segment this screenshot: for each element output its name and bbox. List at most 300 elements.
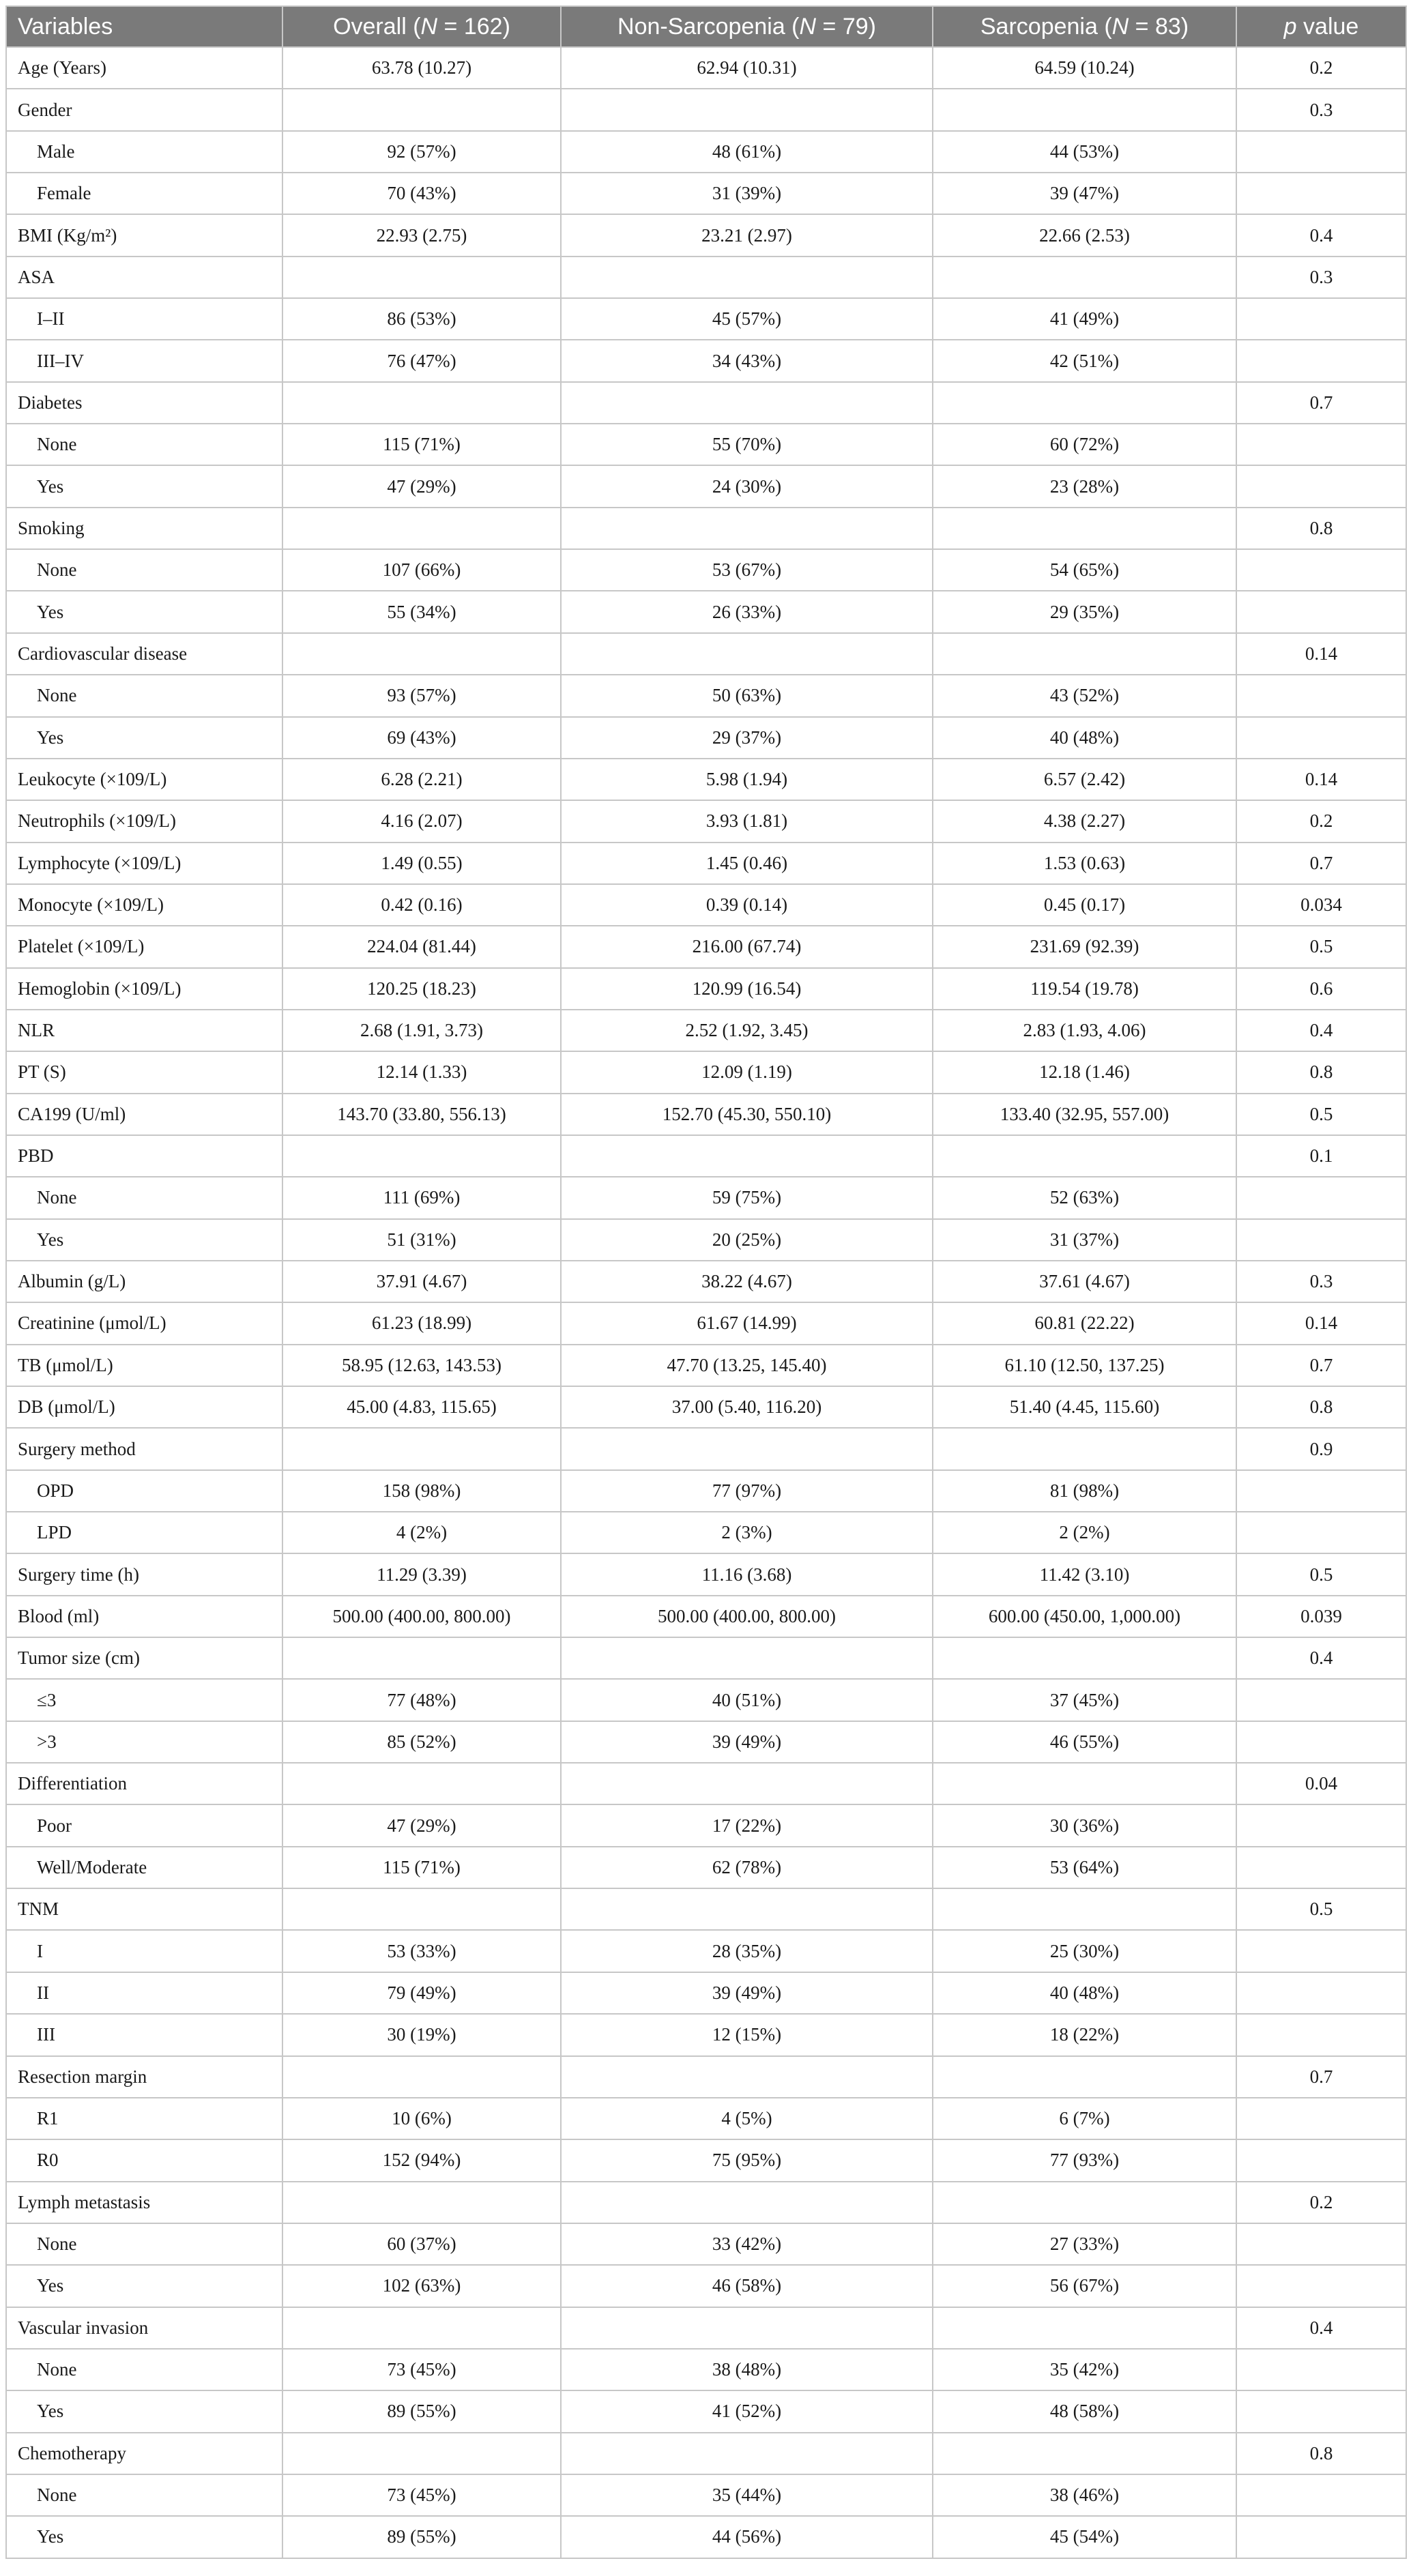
overall-value-cell: 37.91 (4.67)	[282, 1261, 561, 1302]
sarcopenia-value-cell: 31 (37%)	[933, 1219, 1236, 1261]
p-value-cell	[1236, 1972, 1406, 2014]
overall-value-cell: 12.14 (1.33)	[282, 1051, 561, 1093]
overall-value-cell	[282, 1888, 561, 1930]
variable-label-cell: PBD	[6, 1135, 282, 1177]
p-value-cell	[1236, 2014, 1406, 2055]
table-row-subcategory	[6, 1972, 1406, 2014]
table-row-subcategory	[6, 1847, 1406, 1888]
variable-label-cell: Resection margin	[6, 2056, 282, 2098]
p-value-cell	[1236, 465, 1406, 507]
variable-label-cell: Female	[6, 173, 282, 214]
table-row-subcategory	[6, 2265, 1406, 2307]
table-row-subcategory	[6, 424, 1406, 465]
table-row-subcategory	[6, 549, 1406, 591]
variable-label-cell: >3	[6, 1721, 282, 1763]
table-row-subcategory	[6, 1177, 1406, 1218]
variable-label-cell: Albumin (g/L)	[6, 1261, 282, 1302]
p-value-cell: 0.7	[1236, 382, 1406, 424]
overall-value-cell: 224.04 (81.44)	[282, 926, 561, 967]
sarcopenia-value-cell: 37.61 (4.67)	[933, 1261, 1236, 1302]
overall-value-cell: 69 (43%)	[282, 717, 561, 759]
table-row	[6, 926, 1406, 967]
variable-label-cell: Yes	[6, 2390, 282, 2432]
sarcopenia-value-cell: 44 (53%)	[933, 131, 1236, 173]
p-value-cell	[1236, 1177, 1406, 1218]
overall-value-cell: 107 (66%)	[282, 549, 561, 591]
sarcopenia-value-cell: 60.81 (22.22)	[933, 1302, 1236, 1344]
p-value-cell: 0.4	[1236, 1637, 1406, 1679]
p-value-cell: 0.5	[1236, 1094, 1406, 1135]
non-sarcopenia-value-cell	[561, 1888, 933, 1930]
table-row	[6, 1135, 1406, 1177]
p-value-cell	[1236, 1721, 1406, 1763]
p-value-cell: 0.2	[1236, 800, 1406, 842]
table-row-subcategory	[6, 131, 1406, 173]
overall-value-cell: 152 (94%)	[282, 2139, 561, 2181]
table-row	[6, 89, 1406, 130]
p-value-cell: 0.3	[1236, 89, 1406, 130]
sarcopenia-value-cell: 4.38 (2.27)	[933, 800, 1236, 842]
variable-label-cell: Yes	[6, 717, 282, 759]
overall-value-cell: 115 (71%)	[282, 424, 561, 465]
variable-label-cell: BMI (Kg/m²)	[6, 214, 282, 256]
p-value-cell	[1236, 2474, 1406, 2516]
variable-label-cell: Diabetes	[6, 382, 282, 424]
overall-value-cell: 45.00 (4.83, 115.65)	[282, 1386, 561, 1428]
p-value-cell	[1236, 1219, 1406, 1261]
sarcopenia-value-cell	[933, 1135, 1236, 1177]
sarcopenia-value-cell: 2 (2%)	[933, 1512, 1236, 1553]
overall-value-cell	[282, 2307, 561, 2349]
header-p-value: p value	[1236, 6, 1406, 47]
table-row-subcategory	[6, 1804, 1406, 1846]
variable-label-cell: None	[6, 1177, 282, 1218]
table-row	[6, 884, 1406, 926]
overall-value-cell: 47 (29%)	[282, 465, 561, 507]
variable-label-cell: Cardiovascular disease	[6, 633, 282, 675]
sarcopenia-value-cell: 60 (72%)	[933, 424, 1236, 465]
p-value-cell: 0.6	[1236, 968, 1406, 1010]
non-sarcopenia-value-cell: 12.09 (1.19)	[561, 1051, 933, 1093]
p-value-cell: 0.034	[1236, 884, 1406, 926]
overall-value-cell: 63.78 (10.27)	[282, 47, 561, 89]
overall-value-cell: 77 (48%)	[282, 1679, 561, 1721]
non-sarcopenia-value-cell: 37.00 (5.40, 116.20)	[561, 1386, 933, 1428]
non-sarcopenia-value-cell: 77 (97%)	[561, 1470, 933, 1512]
variable-label-cell: CA199 (U/ml)	[6, 1094, 282, 1135]
non-sarcopenia-value-cell: 5.98 (1.94)	[561, 759, 933, 800]
p-value-cell: 0.3	[1236, 1261, 1406, 1302]
variable-label-cell: Yes	[6, 1219, 282, 1261]
overall-value-cell: 85 (52%)	[282, 1721, 561, 1763]
table-row	[6, 47, 1406, 89]
variable-label-cell: R1	[6, 2098, 282, 2139]
table-row-subcategory	[6, 2349, 1406, 2390]
p-value-cell	[1236, 131, 1406, 173]
sarcopenia-value-cell	[933, 1428, 1236, 1469]
non-sarcopenia-value-cell: 35 (44%)	[561, 2474, 933, 2516]
sarcopenia-value-cell: 6.57 (2.42)	[933, 759, 1236, 800]
non-sarcopenia-value-cell: 48 (61%)	[561, 131, 933, 173]
p-value-cell	[1236, 1679, 1406, 1721]
p-value-cell	[1236, 2390, 1406, 2432]
sarcopenia-value-cell: 1.53 (0.63)	[933, 843, 1236, 884]
table-row	[6, 214, 1406, 256]
overall-value-cell: 51 (31%)	[282, 1219, 561, 1261]
table-row	[6, 382, 1406, 424]
non-sarcopenia-value-cell: 41 (52%)	[561, 2390, 933, 2432]
p-value-cell	[1236, 298, 1406, 340]
sarcopenia-value-cell	[933, 1637, 1236, 1679]
table-body	[6, 47, 1406, 2558]
variable-label-cell: None	[6, 2223, 282, 2265]
variable-label-cell: Creatinine (μmol/L)	[6, 1302, 282, 1344]
sarcopenia-value-cell: 0.45 (0.17)	[933, 884, 1236, 926]
non-sarcopenia-value-cell: 2.52 (1.92, 3.45)	[561, 1010, 933, 1051]
table-row	[6, 800, 1406, 842]
table-row-subcategory	[6, 717, 1406, 759]
table-row	[6, 843, 1406, 884]
baseline-characteristics-table-container	[5, 5, 1406, 2559]
table-row	[6, 1763, 1406, 1804]
non-sarcopenia-value-cell: 0.39 (0.14)	[561, 884, 933, 926]
variable-label-cell: PT (S)	[6, 1051, 282, 1093]
header-overall: Overall (N = 162)	[282, 6, 561, 47]
sarcopenia-value-cell: 54 (65%)	[933, 549, 1236, 591]
non-sarcopenia-value-cell: 55 (70%)	[561, 424, 933, 465]
sarcopenia-value-cell: 77 (93%)	[933, 2139, 1236, 2181]
variable-label-cell: III	[6, 2014, 282, 2055]
non-sarcopenia-value-cell: 50 (63%)	[561, 675, 933, 716]
overall-value-cell	[282, 1135, 561, 1177]
table-row-subcategory	[6, 2014, 1406, 2055]
p-value-cell	[1236, 173, 1406, 214]
non-sarcopenia-value-cell: 59 (75%)	[561, 1177, 933, 1218]
sarcopenia-value-cell	[933, 1888, 1236, 1930]
overall-value-cell: 53 (33%)	[282, 1930, 561, 1972]
overall-value-cell: 73 (45%)	[282, 2349, 561, 2390]
non-sarcopenia-value-cell: 31 (39%)	[561, 173, 933, 214]
variable-label-cell: None	[6, 675, 282, 716]
sarcopenia-value-cell: 11.42 (3.10)	[933, 1553, 1236, 1595]
variable-label-cell: Leukocyte (×109/L)	[6, 759, 282, 800]
non-sarcopenia-value-cell: 20 (25%)	[561, 1219, 933, 1261]
table-row	[6, 2307, 1406, 2349]
non-sarcopenia-value-cell: 12 (15%)	[561, 2014, 933, 2055]
variable-label-cell: Vascular invasion	[6, 2307, 282, 2349]
non-sarcopenia-value-cell: 34 (43%)	[561, 340, 933, 381]
p-value-cell: 0.4	[1236, 2307, 1406, 2349]
overall-value-cell	[282, 2056, 561, 2098]
table-row-subcategory	[6, 298, 1406, 340]
table-row	[6, 1637, 1406, 1679]
sarcopenia-value-cell	[933, 257, 1236, 298]
variable-label-cell: DB (μmol/L)	[6, 1386, 282, 1428]
sarcopenia-value-cell: 43 (52%)	[933, 675, 1236, 716]
variable-label-cell: ≤3	[6, 1679, 282, 1721]
table-row-subcategory	[6, 1930, 1406, 1972]
variable-label-cell: None	[6, 549, 282, 591]
sarcopenia-value-cell: 119.54 (19.78)	[933, 968, 1236, 1010]
non-sarcopenia-value-cell: 216.00 (67.74)	[561, 926, 933, 967]
table-row	[6, 1345, 1406, 1386]
non-sarcopenia-value-cell: 62 (78%)	[561, 1847, 933, 1888]
sarcopenia-value-cell: 56 (67%)	[933, 2265, 1236, 2307]
overall-value-cell	[282, 1428, 561, 1469]
non-sarcopenia-value-cell	[561, 1763, 933, 1804]
overall-value-cell: 58.95 (12.63, 143.53)	[282, 1345, 561, 1386]
variable-label-cell: Surgery method	[6, 1428, 282, 1469]
overall-value-cell: 55 (34%)	[282, 591, 561, 632]
variable-label-cell: Hemoglobin (×109/L)	[6, 968, 282, 1010]
variable-label-cell: Age (Years)	[6, 47, 282, 89]
variable-label-cell: Yes	[6, 2265, 282, 2307]
sarcopenia-value-cell: 37 (45%)	[933, 1679, 1236, 1721]
sarcopenia-value-cell	[933, 89, 1236, 130]
variable-label-cell: II	[6, 1972, 282, 2014]
non-sarcopenia-value-cell: 17 (22%)	[561, 1804, 933, 1846]
table-row	[6, 257, 1406, 298]
table-row	[6, 1051, 1406, 1093]
table-row	[6, 968, 1406, 1010]
table-row	[6, 1596, 1406, 1637]
overall-value-cell: 111 (69%)	[282, 1177, 561, 1218]
sarcopenia-value-cell: 25 (30%)	[933, 1930, 1236, 1972]
p-value-cell: 0.2	[1236, 2182, 1406, 2223]
non-sarcopenia-value-cell	[561, 1428, 933, 1469]
non-sarcopenia-value-cell	[561, 633, 933, 675]
table-row-subcategory	[6, 675, 1406, 716]
sarcopenia-value-cell: 61.10 (12.50, 137.25)	[933, 1345, 1236, 1386]
non-sarcopenia-value-cell: 38 (48%)	[561, 2349, 933, 2390]
non-sarcopenia-value-cell	[561, 2307, 933, 2349]
p-value-cell	[1236, 424, 1406, 465]
p-value-cell: 0.7	[1236, 2056, 1406, 2098]
table-row	[6, 1094, 1406, 1135]
table-row-subcategory	[6, 173, 1406, 214]
table-row	[6, 508, 1406, 549]
table-row-subcategory	[6, 2474, 1406, 2516]
non-sarcopenia-value-cell: 152.70 (45.30, 550.10)	[561, 1094, 933, 1135]
table-row	[6, 759, 1406, 800]
non-sarcopenia-value-cell: 45 (57%)	[561, 298, 933, 340]
p-value-cell	[1236, 2516, 1406, 2558]
overall-value-cell: 89 (55%)	[282, 2516, 561, 2558]
variable-label-cell: TNM	[6, 1888, 282, 1930]
overall-value-cell: 73 (45%)	[282, 2474, 561, 2516]
p-value-cell: 0.2	[1236, 47, 1406, 89]
non-sarcopenia-value-cell: 120.99 (16.54)	[561, 968, 933, 1010]
p-value-cell: 0.039	[1236, 1596, 1406, 1637]
variable-label-cell: NLR	[6, 1010, 282, 1051]
p-value-cell	[1236, 1804, 1406, 1846]
variable-label-cell: Neutrophils (×109/L)	[6, 800, 282, 842]
overall-value-cell	[282, 1637, 561, 1679]
table-row-subcategory	[6, 2390, 1406, 2432]
table-header	[6, 6, 1406, 47]
p-value-cell: 0.4	[1236, 214, 1406, 256]
overall-value-cell: 0.42 (0.16)	[282, 884, 561, 926]
sarcopenia-value-cell: 600.00 (450.00, 1,000.00)	[933, 1596, 1236, 1637]
sarcopenia-value-cell	[933, 1763, 1236, 1804]
non-sarcopenia-value-cell: 24 (30%)	[561, 465, 933, 507]
variable-label-cell: Surgery time (h)	[6, 1553, 282, 1595]
overall-value-cell: 47 (29%)	[282, 1804, 561, 1846]
header-sarcopenia: Sarcopenia (N = 83)	[933, 6, 1236, 47]
overall-value-cell: 158 (98%)	[282, 1470, 561, 1512]
overall-value-cell: 79 (49%)	[282, 1972, 561, 2014]
overall-value-cell: 143.70 (33.80, 556.13)	[282, 1094, 561, 1135]
table-row	[6, 2433, 1406, 2474]
variable-label-cell: Lymphocyte (×109/L)	[6, 843, 282, 884]
table-row	[6, 1302, 1406, 1344]
non-sarcopenia-value-cell: 1.45 (0.46)	[561, 843, 933, 884]
non-sarcopenia-value-cell: 53 (67%)	[561, 549, 933, 591]
overall-value-cell: 2.68 (1.91, 3.73)	[282, 1010, 561, 1051]
p-value-cell	[1236, 2098, 1406, 2139]
sarcopenia-value-cell	[933, 2182, 1236, 2223]
overall-value-cell: 1.49 (0.55)	[282, 843, 561, 884]
sarcopenia-value-cell: 12.18 (1.46)	[933, 1051, 1236, 1093]
non-sarcopenia-value-cell: 29 (37%)	[561, 717, 933, 759]
non-sarcopenia-value-cell: 75 (95%)	[561, 2139, 933, 2181]
overall-value-cell: 4 (2%)	[282, 1512, 561, 1553]
sarcopenia-value-cell: 23 (28%)	[933, 465, 1236, 507]
variable-label-cell: None	[6, 424, 282, 465]
p-value-cell: 0.04	[1236, 1763, 1406, 1804]
overall-value-cell: 30 (19%)	[282, 2014, 561, 2055]
overall-value-cell: 93 (57%)	[282, 675, 561, 716]
table-row-subcategory	[6, 1679, 1406, 1721]
non-sarcopenia-value-cell: 28 (35%)	[561, 1930, 933, 1972]
overall-value-cell: 115 (71%)	[282, 1847, 561, 1888]
overall-value-cell: 92 (57%)	[282, 131, 561, 173]
table-row-subcategory	[6, 1721, 1406, 1763]
non-sarcopenia-value-cell	[561, 1637, 933, 1679]
table-row-subcategory	[6, 591, 1406, 632]
p-value-cell: 0.8	[1236, 508, 1406, 549]
p-value-cell	[1236, 717, 1406, 759]
sarcopenia-value-cell: 48 (58%)	[933, 2390, 1236, 2432]
sarcopenia-value-cell: 39 (47%)	[933, 173, 1236, 214]
sarcopenia-value-cell: 40 (48%)	[933, 1972, 1236, 2014]
non-sarcopenia-value-cell: 33 (42%)	[561, 2223, 933, 2265]
sarcopenia-value-cell	[933, 633, 1236, 675]
non-sarcopenia-value-cell: 44 (56%)	[561, 2516, 933, 2558]
table-row-subcategory	[6, 465, 1406, 507]
overall-value-cell	[282, 89, 561, 130]
overall-value-cell: 500.00 (400.00, 800.00)	[282, 1596, 561, 1637]
p-value-cell: 0.7	[1236, 843, 1406, 884]
sarcopenia-value-cell: 45 (54%)	[933, 2516, 1236, 2558]
p-value-cell: 0.9	[1236, 1428, 1406, 1469]
sarcopenia-value-cell	[933, 508, 1236, 549]
baseline-characteristics-table	[5, 5, 1407, 2559]
overall-value-cell	[282, 382, 561, 424]
sarcopenia-value-cell: 64.59 (10.24)	[933, 47, 1236, 89]
table-row-subcategory	[6, 1219, 1406, 1261]
table-row	[6, 1888, 1406, 1930]
non-sarcopenia-value-cell: 23.21 (2.97)	[561, 214, 933, 256]
variable-label-cell: Platelet (×109/L)	[6, 926, 282, 967]
variable-label-cell: R0	[6, 2139, 282, 2181]
non-sarcopenia-value-cell: 62.94 (10.31)	[561, 47, 933, 89]
overall-value-cell: 102 (63%)	[282, 2265, 561, 2307]
table-row	[6, 633, 1406, 675]
sarcopenia-value-cell: 30 (36%)	[933, 1804, 1236, 1846]
sarcopenia-value-cell: 18 (22%)	[933, 2014, 1236, 2055]
non-sarcopenia-value-cell: 40 (51%)	[561, 1679, 933, 1721]
p-value-cell	[1236, 2265, 1406, 2307]
p-value-cell: 0.8	[1236, 1051, 1406, 1093]
variable-label-cell: TB (μmol/L)	[6, 1345, 282, 1386]
non-sarcopenia-value-cell: 39 (49%)	[561, 1972, 933, 2014]
variable-label-cell: None	[6, 2474, 282, 2516]
p-value-cell: 0.7	[1236, 1345, 1406, 1386]
overall-value-cell: 120.25 (18.23)	[282, 968, 561, 1010]
overall-value-cell: 61.23 (18.99)	[282, 1302, 561, 1344]
variable-label-cell: ASA	[6, 257, 282, 298]
table-row	[6, 1553, 1406, 1595]
sarcopenia-value-cell	[933, 2056, 1236, 2098]
overall-value-cell	[282, 633, 561, 675]
p-value-cell	[1236, 1847, 1406, 1888]
variable-label-cell: Gender	[6, 89, 282, 130]
table-row-subcategory	[6, 2098, 1406, 2139]
overall-value-cell: 22.93 (2.75)	[282, 214, 561, 256]
p-value-cell: 0.14	[1236, 633, 1406, 675]
non-sarcopenia-value-cell: 39 (49%)	[561, 1721, 933, 1763]
sarcopenia-value-cell: 52 (63%)	[933, 1177, 1236, 1218]
table-row	[6, 1428, 1406, 1469]
p-value-cell: 0.8	[1236, 2433, 1406, 2474]
sarcopenia-value-cell	[933, 2307, 1236, 2349]
overall-value-cell	[282, 508, 561, 549]
p-value-cell: 0.8	[1236, 1386, 1406, 1428]
non-sarcopenia-value-cell	[561, 2056, 933, 2098]
sarcopenia-value-cell: 53 (64%)	[933, 1847, 1236, 1888]
p-value-cell	[1236, 549, 1406, 591]
non-sarcopenia-value-cell: 11.16 (3.68)	[561, 1553, 933, 1595]
non-sarcopenia-value-cell: 26 (33%)	[561, 591, 933, 632]
non-sarcopenia-value-cell	[561, 2182, 933, 2223]
non-sarcopenia-value-cell: 3.93 (1.81)	[561, 800, 933, 842]
non-sarcopenia-value-cell: 4 (5%)	[561, 2098, 933, 2139]
p-value-cell	[1236, 2139, 1406, 2181]
variable-label-cell: Yes	[6, 465, 282, 507]
table-row-subcategory	[6, 1512, 1406, 1553]
sarcopenia-value-cell: 38 (46%)	[933, 2474, 1236, 2516]
variable-label-cell: Male	[6, 131, 282, 173]
non-sarcopenia-value-cell: 47.70 (13.25, 145.40)	[561, 1345, 933, 1386]
variable-label-cell: OPD	[6, 1470, 282, 1512]
overall-value-cell	[282, 1763, 561, 1804]
p-value-cell	[1236, 675, 1406, 716]
overall-value-cell: 10 (6%)	[282, 2098, 561, 2139]
variable-label-cell: None	[6, 2349, 282, 2390]
p-value-cell	[1236, 2223, 1406, 2265]
variable-label-cell: Differentiation	[6, 1763, 282, 1804]
variable-label-cell: Yes	[6, 2516, 282, 2558]
variable-label-cell: I–II	[6, 298, 282, 340]
table-row-subcategory	[6, 340, 1406, 381]
variable-label-cell: Well/Moderate	[6, 1847, 282, 1888]
overall-value-cell: 60 (37%)	[282, 2223, 561, 2265]
variable-label-cell: Yes	[6, 591, 282, 632]
table-row	[6, 1010, 1406, 1051]
table-row	[6, 1386, 1406, 1428]
variable-label-cell: III–IV	[6, 340, 282, 381]
